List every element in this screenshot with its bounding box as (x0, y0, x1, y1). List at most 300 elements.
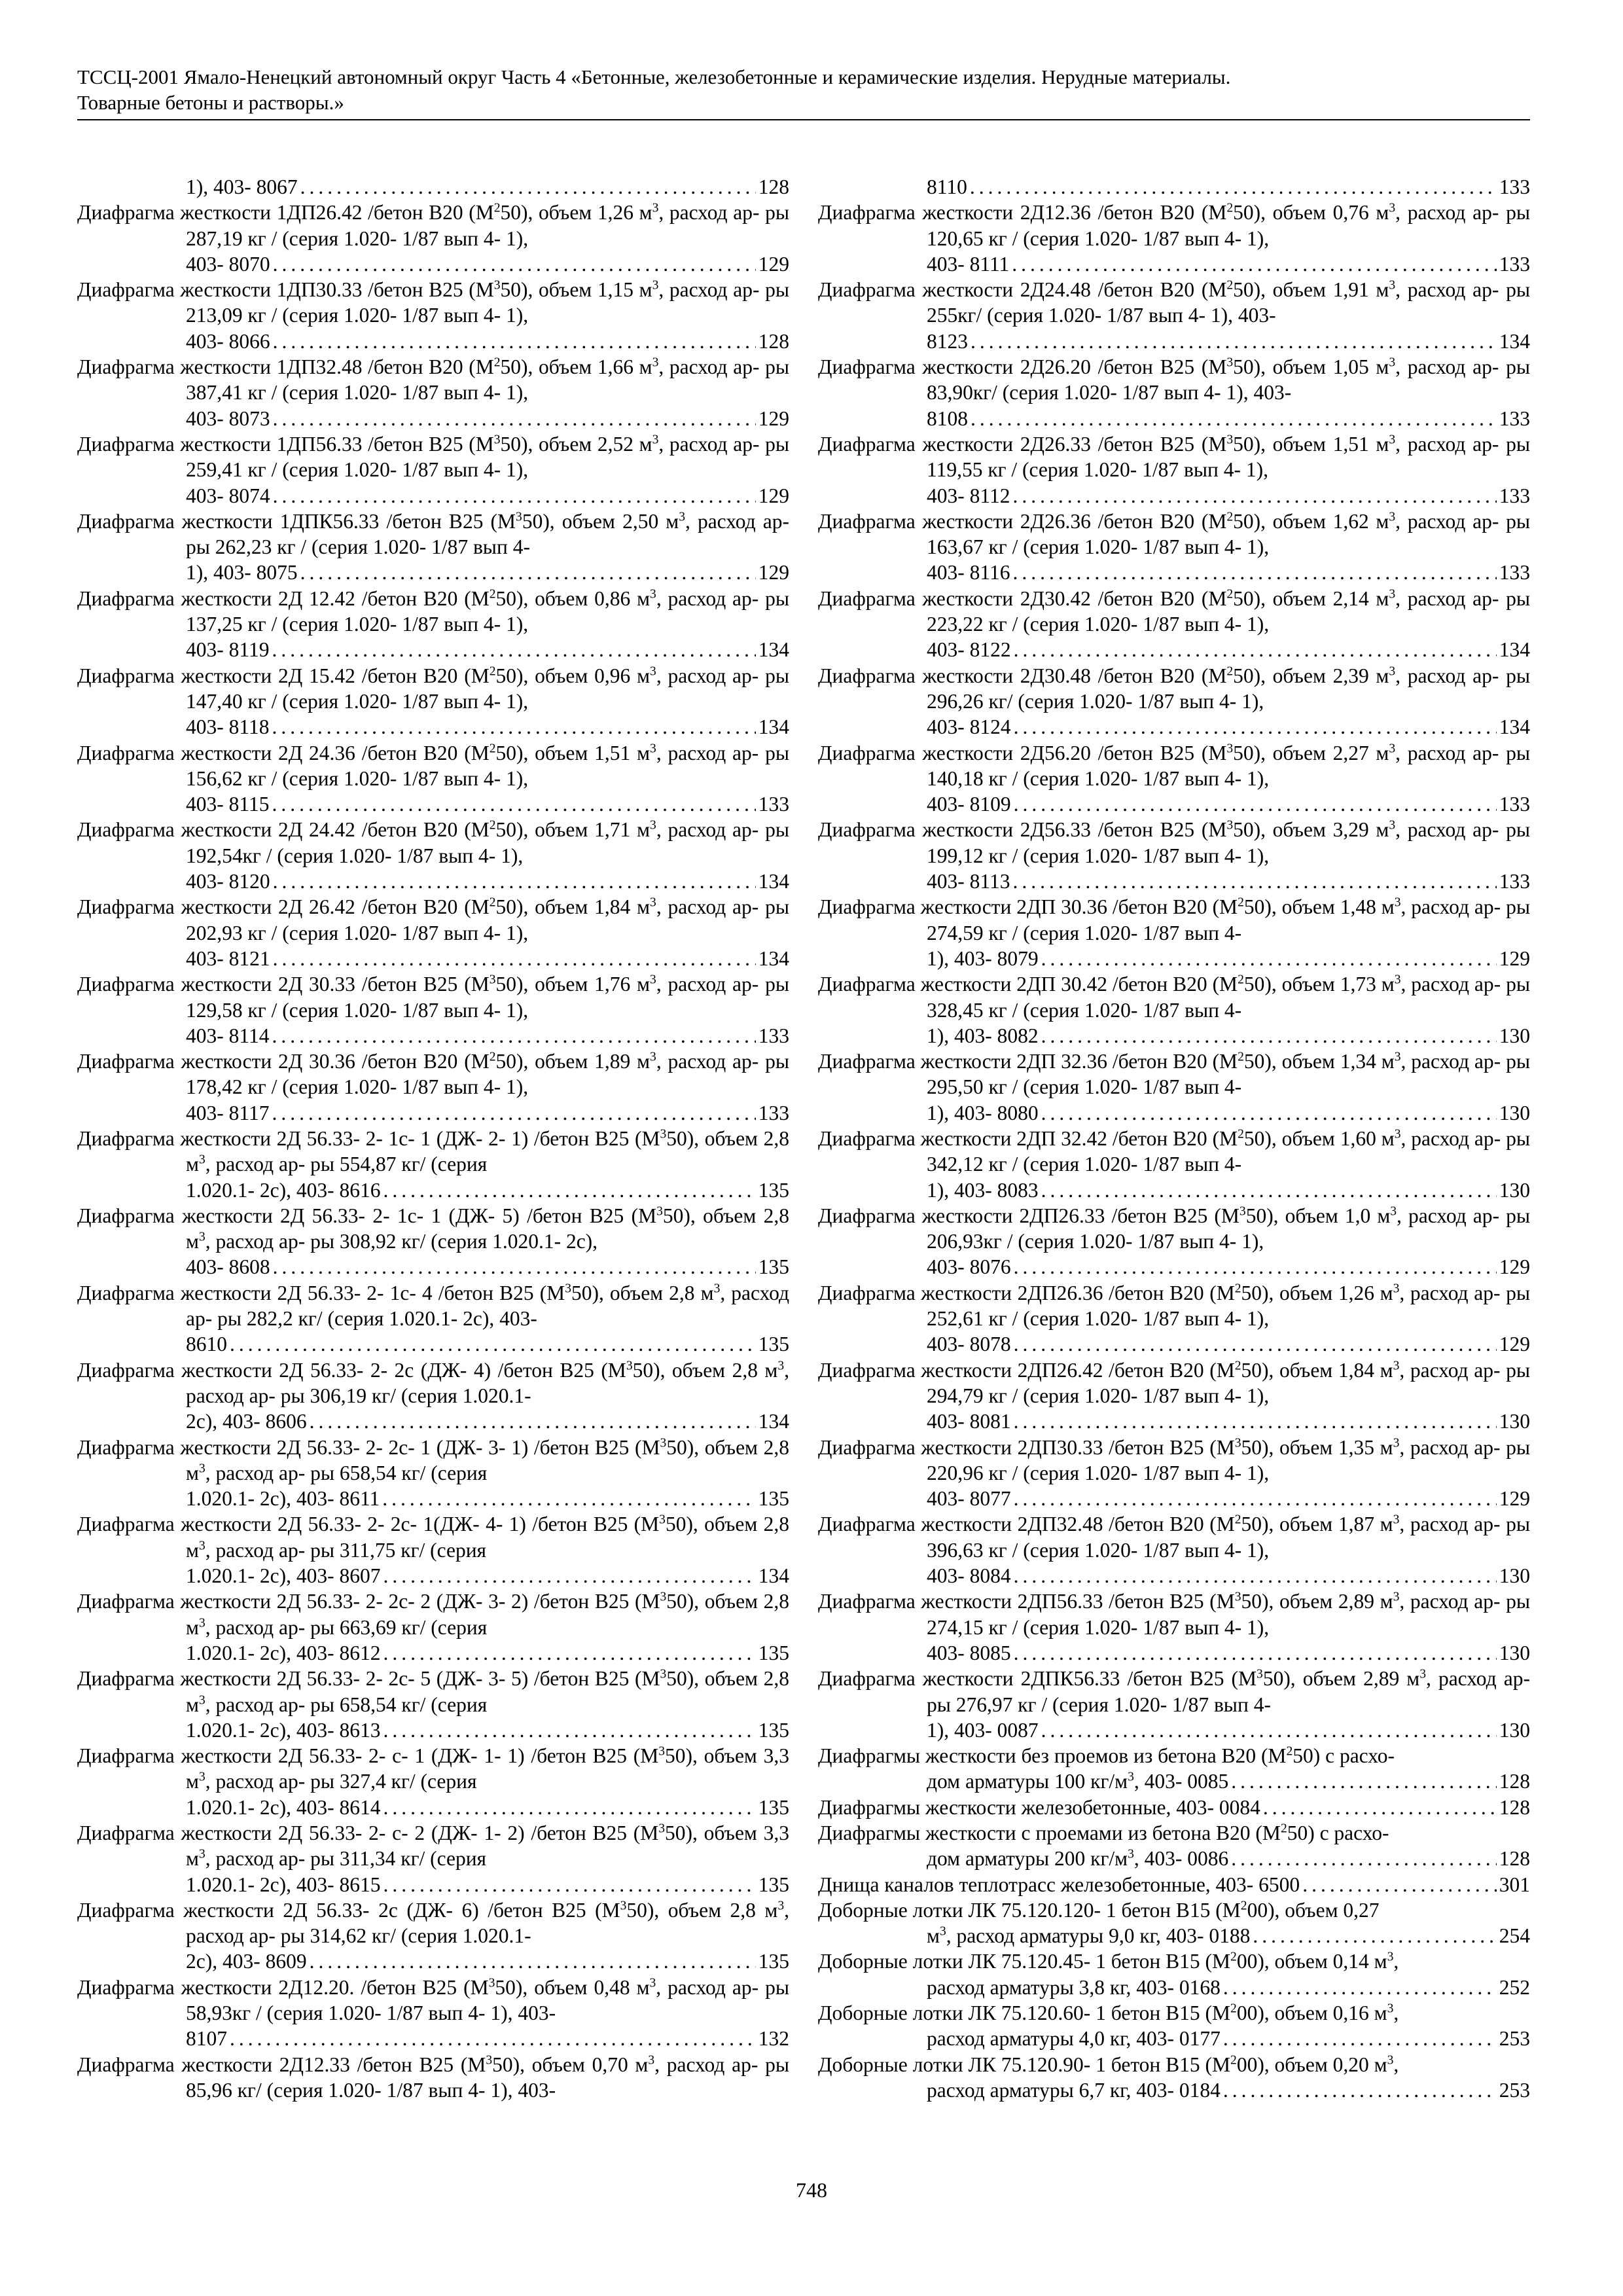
dot-leader (1231, 1768, 1497, 1794)
entry-leader-line (927, 1923, 1530, 1948)
entry-page-number: 133 (1499, 175, 1530, 198)
index-entry (77, 1203, 789, 1280)
dot-leader (383, 1795, 755, 1820)
entry-leader-line (927, 1408, 1530, 1434)
index-entry (818, 1820, 1530, 1872)
header-line-1: ТССЦ-2001 Ямало-Ненецкий автономный округ Часть 4 «Бетонные, железобетонные и керамические изделия. Нерудные материалы. (77, 65, 1231, 88)
dot-leader (1223, 1975, 1497, 2000)
index-entry (818, 509, 1530, 586)
entry-code: 403- 8114 (186, 1024, 270, 1047)
entry-page-number: 129 (758, 252, 789, 276)
entry-text: Доборные лотки ЛК 75.120.60- 1 бетон В15 $(М^200)$, объем 0,16 $м^3$, (818, 2001, 1399, 2025)
entry-text: Диафрагма жесткости 1ДП30.33 /бетон В25 $(М^350)$, объем 1,15 $м^3$, расход ар- ры 213,09 кг / (серия 1.020- 1/87 вып 4- 1), (77, 278, 789, 327)
entry-leader-line (186, 1023, 789, 1049)
dot-leader (300, 174, 756, 200)
entry-code: 1), 403- 0087 (927, 1718, 1039, 1742)
entry-text: Диафрагма жесткости 2ДПК56.33 /бетон В25 $(М^350)$, объем 2,89 $м^3$, расход ар- ры 276,97 кг / (серия 1.020- 1/87 вып 4- (818, 1667, 1530, 1716)
entry-page-number: 134 (758, 1410, 789, 1433)
index-entry (77, 1975, 789, 2052)
entry-code: 403- 8115 (186, 793, 270, 816)
entry-code: 1.020.1- 2с), 403- 8614 (186, 1795, 381, 1819)
dot-leader (1231, 1846, 1497, 1871)
dot-leader (1014, 637, 1497, 662)
index-entry (818, 1357, 1530, 1435)
dot-leader (383, 1717, 755, 1743)
entry-code: 1), 403- 8067 (186, 175, 298, 198)
index-entry (818, 1743, 1530, 1795)
index-entry (77, 1820, 789, 1897)
entry-code: 8123 (927, 329, 968, 353)
entry-page-number: 133 (758, 1024, 789, 1047)
entry-code: дом арматуры 200 $кг/м^3$, 403- 0086 (927, 1847, 1229, 1871)
entry-page-number: 133 (1499, 484, 1530, 507)
dot-leader (1263, 1795, 1497, 1820)
index-entry (818, 894, 1530, 971)
dot-leader (1012, 869, 1496, 894)
entry-text: Диафрагма жесткости 2Д 30.33 /бетон В25 $(М^350)$, объем 1,76 $м^3$, расход ар- ры 129,58 кг / (серия 1.020- 1/87 вып 4- 1), (77, 973, 789, 1022)
entry-text: Доборные лотки ЛК 75.120.120- 1 бетон В15 $(М^200)$, объем 0,27 (818, 1898, 1380, 1922)
entry-text: Диафрагма жесткости 2Д 56.33- 2- 2с- 5 (ДЖ- 3- 5) /бетон В25 $(М^350)$, объем 2,8 $м^3$, расход ар- ры 658,54 кг/ (серия (77, 1667, 790, 1716)
index-entry (77, 1666, 789, 1743)
index-entry (77, 277, 789, 354)
entry-code: 403- 8085 (927, 1641, 1011, 1664)
entry-text: Диафрагма жесткости 2ДП32.48 /бетон В20 $(М^250)$, объем 1,87 $м^3$, расход ар- ры 396,63 кг / (серия 1.020- 1/87 вып 4- 1), (818, 1513, 1530, 1562)
entry-leader-line (927, 1768, 1530, 1794)
entry-page-number: 130 (1499, 1564, 1530, 1588)
entry-text: Диафрагма жесткости 2Д30.48 /бетон В20 $(М^250)$, объем 2,39 $м^3$, расход ар- ры 296,26 кг/ (серия 1.020- 1/87 вып 4- 1), (818, 664, 1530, 713)
entry-text: Диафрагма жесткости 2Д 56.33- 2- 1с- 1 (ДЖ- 2- 1) /бетон В25 $(М^350)$, объем 2,8 $м^3$, расход ар- ры 554,87 кг/ (серия (77, 1126, 790, 1176)
index-column-right (818, 174, 1530, 2103)
entry-text: Диафрагма жесткости 2Д56.20 /бетон В25 $(М^350)$, объем 2,27 $м^3$, расход ар- ры 140,18 кг / (серия 1.020- 1/87 вып 4- 1), (818, 741, 1530, 790)
entry-page-number: 130 (1499, 1178, 1530, 1202)
dot-leader (1014, 791, 1497, 817)
entry-text: Диафрагма жесткости 1ДП32.48 /бетон В20 $(М^250)$, объем 1,66 $м^3$, расход ар- ры 387,41 кг / (серия 1.020- 1/87 вып 4- 1), (77, 355, 789, 404)
index-entry (818, 2000, 1530, 2052)
entry-code: 403- 8116 (927, 561, 1010, 584)
entry-leader-line (186, 1872, 789, 1897)
entry-page-number: 134 (1499, 715, 1530, 739)
entry-leader-line (927, 714, 1530, 740)
index-entry (77, 1588, 789, 1666)
index-entry (77, 1897, 789, 1975)
index-entry (77, 1049, 789, 1126)
entry-text: Диафрагма жесткости 2Д26.36 /бетон В20 $(М^250)$, объем 1,62 $м^3$, расход ар- ры 163,67 кг / (серия 1.020- 1/87 вып 4- 1), (818, 509, 1530, 559)
dot-leader (272, 1023, 755, 1049)
entry-leader-line (186, 483, 789, 509)
entry-code: 1), 403- 8082 (927, 1024, 1039, 1047)
dot-leader (1041, 1717, 1497, 1743)
dot-leader (970, 174, 1497, 200)
entry-code: 8110 (927, 175, 967, 198)
entry-page-number: 134 (758, 1564, 789, 1588)
entry-code: 1.020.1- 2с), 403- 8611 (186, 1487, 380, 1511)
dot-leader (1041, 1100, 1497, 1126)
entry-leader-line (818, 1872, 1530, 1897)
entry-code: 1.020.1- 2с), 403- 8613 (186, 1718, 381, 1742)
index-entry (77, 2052, 789, 2104)
dot-leader (383, 1563, 755, 1588)
entry-code: 403- 8066 (186, 329, 270, 353)
entry-page-number: 135 (758, 1178, 789, 1202)
header-rule (77, 119, 1530, 120)
entry-leader-line (186, 1408, 789, 1434)
entry-text: Диафрагмы жесткости с проемами из бетона В20 $(М^250)$ с расхо- (818, 1821, 1389, 1844)
entry-leader-line (186, 791, 789, 817)
entry-page-number: 135 (758, 1795, 789, 1819)
entry-code: 403- 8119 (186, 638, 270, 662)
entry-page-number: 252 (1499, 1975, 1530, 1999)
entry-leader-line (186, 1254, 789, 1280)
index-entry (77, 894, 789, 971)
dot-leader (1014, 714, 1497, 740)
entry-text: Диафрагма жесткости 2Д 56.33- 2- 2с (ДЖ- 4) /бетон В25 $(М^350)$, объем 2,8 $м^3$, расход ар- ры 306,19 кг/ (серия 1.020.1- (77, 1358, 789, 1407)
entry-code: 403- 8081 (927, 1410, 1011, 1433)
index-entry (818, 431, 1530, 509)
index-entry (818, 354, 1530, 431)
index-entry (77, 200, 789, 277)
index-entry (818, 586, 1530, 663)
dot-leader (1014, 1640, 1497, 1666)
entry-page-number: 134 (758, 715, 789, 739)
dot-leader (230, 2026, 756, 2051)
dot-leader (971, 406, 1497, 431)
index-entry (818, 1666, 1530, 1743)
dot-leader (1223, 2077, 1497, 2103)
dot-leader (1041, 946, 1497, 971)
running-header (77, 64, 1530, 115)
entry-page-number: 129 (758, 406, 789, 430)
entry-text: Диафрагма жесткости 2Д56.33 /бетон В25 $(М^350)$, объем 3,29 $м^3$, расход ар- ры 199,12 кг / (серия 1.020- 1/87 вып 4- 1), (818, 818, 1530, 867)
entry-page-number: 135 (758, 1255, 789, 1279)
index-entry (77, 1743, 789, 1820)
entry-leader-line (186, 560, 789, 585)
entry-code: 8108 (927, 406, 968, 430)
entry-text: Диафрагма жесткости 2ДП26.33 /бетон В25 $(М^350)$, объем 1,0 $м^3$, расход ар- ры 206,93кг / (серия 1.020- 1/87 вып 4- 1), (818, 1204, 1530, 1253)
entry-text: Доборные лотки ЛК 75.120.90- 1 бетон В15 $(М^200)$, объем 0,20 $м^3$, (818, 2053, 1399, 2076)
entry-page-number: 128 (758, 329, 789, 353)
dot-leader (1223, 2026, 1497, 2051)
entry-text: Доборные лотки ЛК 75.120.45- 1 бетон В15 $(М^200)$, объем 0,14 $м^3$, (818, 1950, 1399, 1973)
index-entry (77, 509, 789, 586)
entry-page-number: 134 (758, 870, 789, 893)
entry-code: 1.020.1- 2с), 403- 8612 (186, 1641, 381, 1664)
entry-page-number: 133 (1499, 561, 1530, 584)
entry-code: 403- 8077 (927, 1487, 1011, 1511)
entry-leader-line (927, 1254, 1530, 1280)
entry-leader-line (186, 251, 789, 277)
dot-leader (382, 1486, 755, 1511)
entry-page-number: 253 (1499, 2027, 1530, 2051)
entry-code: 403- 8124 (927, 715, 1011, 739)
entry-code: 403- 8078 (927, 1333, 1011, 1356)
entry-text: Диафрагма жесткости 2Д24.48 /бетон В20 $(М^250)$, объем 1,91 $м^3$, расход ар- ры 255кг/ (серия 1.020- 1/87 вып 4- 1), 403- (818, 278, 1530, 327)
entry-leader-line (927, 946, 1530, 971)
entry-page-number: 133 (1499, 870, 1530, 893)
entry-leader-line (186, 714, 789, 740)
dot-leader (1012, 483, 1496, 509)
dot-leader (383, 1872, 755, 1897)
entry-code: Диафрагмы жесткости железобетонные, 403- 0084 (818, 1795, 1260, 1819)
entry-text: Диафрагма жесткости 2ДП56.33 /бетон В25 $(М^350)$, объем 2,89 $м^3$, расход ар- ры 274,15 кг / (серия 1.020- 1/87 вып 4- 1), (818, 1590, 1530, 1639)
entry-code: 403- 8122 (927, 638, 1011, 662)
entry-leader-line (186, 637, 789, 662)
dot-leader (273, 946, 756, 971)
dot-leader (230, 1331, 756, 1357)
entry-leader-line (186, 1948, 789, 1974)
entry-text: Диафрагма жесткости 2Д12.33 /бетон В25 $(М^350)$, объем 0,70 $м^3$, расход ар- ры 85,96 кг/ (серия 1.020- 1/87 вып 4- 1), 403- (77, 2053, 789, 2102)
entry-text: Диафрагма жесткости 2Д 56.33- 2- 1с- 1 (ДЖ- 5) /бетон В25 $(М^350)$, объем 2,8 $м^3$, расход ар- ры 308,92 кг/ (серия 1.020.1- 2с), (77, 1204, 789, 1253)
entry-page-number: 135 (758, 1718, 789, 1742)
entry-page-number: 128 (1499, 1770, 1530, 1793)
entry-code: 403- 8117 (186, 1101, 270, 1124)
entry-code: 1.020.1- 2с), 403- 8607 (186, 1564, 381, 1588)
entry-leader-line (927, 174, 1530, 200)
entry-text: Диафрагма жесткости 2Д 56.33- 2с (ДЖ- 6) /бетон В25 $(М^350)$, объем 2,8 $м^3$, расход ар- ры 314,62 кг/ (серия 1.020.1- (77, 1898, 789, 1948)
entry-leader-line (186, 1640, 789, 1666)
entry-leader-line (927, 1563, 1530, 1588)
index-column-left (77, 174, 789, 2103)
entry-code: 1), 403- 8083 (927, 1178, 1039, 1202)
entry-text: Диафрагма жесткости 2Д 15.42 /бетон В20 $(М^250)$, объем 0,96 $м^3$, расход ар- ры 147,40 кг / (серия 1.020- 1/87 вып 4- 1), (77, 664, 789, 713)
dot-leader (272, 714, 755, 740)
dot-leader (1014, 1563, 1497, 1588)
index-entry (818, 200, 1530, 277)
entry-text: Диафрагма жесткости 2Д26.33 /бетон В25 $(М^350)$, объем 1,51 $м^3$, расход ар- ры 119,55 кг / (серия 1.020- 1/87 вып 4- 1), (818, 432, 1530, 482)
dot-leader (1014, 1486, 1497, 1511)
dot-leader (300, 560, 756, 585)
page-number: 748 (796, 2178, 827, 2202)
entry-code: 8107 (186, 2027, 227, 2051)
entry-leader-line (927, 1846, 1530, 1871)
entry-leader-line (927, 1331, 1530, 1357)
entry-page-number: 133 (1499, 793, 1530, 816)
entry-page-number: 129 (758, 561, 789, 584)
entry-text: Диафрагма жесткости 2Д 56.33- 2- 2с- 2 (ДЖ- 3- 2) /бетон В25 $(М^350)$, объем 2,8 $м^3$, расход ар- ры 663,69 кг/ (серия (77, 1590, 790, 1639)
entry-page-number: 130 (1499, 1641, 1530, 1664)
index-entry (77, 1280, 789, 1357)
dot-leader (272, 637, 755, 662)
entry-page-number: 134 (1499, 329, 1530, 353)
entry-page-number: 129 (1499, 1255, 1530, 1279)
entry-text: Диафрагма жесткости 2Д 56.33- 2- 1с- 4 /бетон В25 $(М^350)$, объем 2,8 $м^3$, расход ар- ры 282,2 кг/ (серия 1.020.1- 2с), 403- (77, 1281, 790, 1331)
entry-page-number: 129 (1499, 1487, 1530, 1511)
entry-text: Диафрагма жесткости 2ДП26.36 /бетон В20 $(М^250)$, объем 1,26 $м^3$, расход ар- ры 252,61 кг / (серия 1.020- 1/87 вып 4- 1), (818, 1281, 1530, 1331)
dot-leader (1014, 1408, 1497, 1434)
entry-code: 403- 8070 (186, 252, 270, 276)
index-entry (818, 817, 1530, 894)
entry-page-number: 132 (758, 2027, 789, 2051)
entry-page-number: 128 (1499, 1795, 1530, 1819)
entry-text: Диафрагма жесткости 1ДП26.42 /бетон В20 $(М^250)$, объем 1,26 $м^3$, расход ар- ры 287,19 кг / (серия 1.020- 1/87 вып 4- 1), (77, 201, 789, 250)
entry-text: Диафрагма жесткости 1ДПК56.33 /бетон В25 $(М^350)$, объем 2,50 $м^3$, расход ар- ры 262,23 кг / (серия 1.020- 1/87 вып 4- (77, 509, 789, 559)
entry-leader-line (186, 946, 789, 971)
dot-leader (1012, 251, 1496, 277)
entry-text: Диафрагма жесткости 2ДП 32.36 /бетон В20 $(М^250)$, объем 1,34 $м^3$, расход ар- ры 295,50 кг / (серия 1.020- 1/87 вып 4- (818, 1050, 1530, 1099)
index-entry (818, 1588, 1530, 1666)
index-entry (77, 1357, 789, 1435)
entry-leader-line (927, 869, 1530, 894)
entry-code: 1), 403- 8080 (927, 1101, 1039, 1124)
entry-text: Диафрагма жесткости 2ДП 30.42 /бетон В20 $(М^250)$, объем 1,73 $м^3$, расход ар- ры 328,45 кг / (серия 1.020- 1/87 вып 4- (818, 973, 1530, 1022)
entry-leader-line (927, 791, 1530, 817)
entry-text: Диафрагма жесткости 2ДП26.42 /бетон В20 $(М^250)$, объем 1,84 $м^3$, расход ар- ры 294,79 кг / (серия 1.020- 1/87 вып 4- 1), (818, 1358, 1530, 1407)
dot-leader (1014, 1254, 1497, 1280)
entry-text: Диафрагма жесткости 2Д12.20. /бетон В25 $(М^350)$, объем 0,48 $м^3$, расход ар- ры 58,93кг / (серия 1.020- 1/87 вып 4- 1), 403- (77, 1975, 789, 2025)
entry-code: расход арматуры 4,0 кг, 403- 0177 (927, 2027, 1221, 2051)
index-entry (818, 971, 1530, 1049)
entry-page-number: 130 (1499, 1101, 1530, 1124)
dot-leader (383, 1640, 755, 1666)
entry-code: 403- 8076 (927, 1255, 1011, 1279)
entry-page-number: 135 (758, 1873, 789, 1896)
index-entry (818, 1126, 1530, 1203)
entry-leader-line (927, 2077, 1530, 2103)
entry-leader-line (927, 1177, 1530, 1203)
index-entry (818, 663, 1530, 740)
entry-leader-line (186, 406, 789, 431)
entry-code: дом арматуры 100 $кг/м^3$, 403- 0085 (927, 1770, 1229, 1793)
entry-code: $м^3$, расход арматуры 9,0 кг, 403- 0188 (927, 1924, 1251, 1948)
entry-text: Диафрагма жесткости 2ДП30.33 /бетон В25 $(М^350)$, объем 1,35 $м^3$, расход ар- ры 220,96 кг / (серия 1.020- 1/87 вып 4- 1), (818, 1435, 1530, 1484)
entry-page-number: 133 (1499, 406, 1530, 430)
index-entry (818, 1280, 1530, 1357)
dot-leader (310, 1948, 756, 1974)
entry-code: 403- 8120 (186, 870, 270, 893)
dot-leader (1014, 1331, 1497, 1357)
entry-code: 1.020.1- 2с), 403- 8615 (186, 1873, 381, 1896)
entry-code: 1), 403- 8079 (927, 946, 1039, 970)
entry-page-number: 135 (758, 1333, 789, 1356)
dot-leader (1041, 1023, 1497, 1049)
entry-text: Диафрагма жесткости 2Д 26.42 /бетон В20 $(М^250)$, объем 1,84 $м^3$, расход ар- ры 202,93 кг / (серия 1.020- 1/87 вып 4- 1), (77, 895, 789, 944)
entry-code: 1), 403- 8075 (186, 561, 298, 584)
entry-leader-line (927, 1023, 1530, 1049)
entry-code: 2с), 403- 8609 (186, 1950, 307, 1973)
entry-leader-line (927, 1100, 1530, 1126)
dot-leader (971, 329, 1497, 354)
entry-leader-line (927, 329, 1530, 354)
index-entry (77, 1126, 789, 1203)
index-entry (77, 663, 789, 740)
entry-page-number: 253 (1499, 2078, 1530, 2102)
entry-leader-line (186, 1177, 789, 1203)
dot-leader (273, 1254, 756, 1280)
entry-leader-line (186, 1795, 789, 1820)
index-entry (77, 740, 789, 817)
entry-code: 8610 (186, 1333, 227, 1356)
index-entry (77, 1511, 789, 1588)
entry-page-number: 129 (1499, 946, 1530, 970)
entry-page-number: 129 (1499, 1333, 1530, 1356)
index-entry (77, 354, 789, 431)
dot-leader (1012, 560, 1496, 585)
index-entry (818, 1511, 1530, 1588)
entry-leader-line (927, 1640, 1530, 1666)
index-entry (77, 1435, 789, 1512)
dot-leader (273, 869, 756, 894)
dot-leader (273, 406, 756, 431)
entry-text: Диафрагма жесткости 2Д 30.36 /бетон В20 $(М^250)$, объем 1,89 $м^3$, расход ар- ры 178,42 кг / (серия 1.020- 1/87 вып 4- 1), (77, 1050, 789, 1099)
entry-page-number: 133 (758, 1101, 789, 1124)
entry-text: Диафрагма жесткости 1ДП56.33 /бетон В25 $(М^350)$, объем 2,52 $м^3$, расход ар- ры 259,41 кг / (серия 1.020- 1/87 вып 4- 1), (77, 432, 789, 482)
entry-code: 403- 8111 (927, 252, 1010, 276)
index-entry (818, 277, 1530, 354)
dot-leader (1302, 1872, 1497, 1897)
entry-text: Диафрагмы жесткости без проемов из бетона В20 $(М^250)$ с расхо- (818, 1744, 1395, 1768)
index-entry (77, 971, 789, 1049)
entry-leader-line (927, 483, 1530, 509)
index-entry (818, 1897, 1530, 1949)
entry-leader-line (186, 1486, 789, 1511)
entry-page-number: 130 (1499, 1718, 1530, 1742)
dot-leader (273, 251, 756, 277)
index-entry (77, 431, 789, 509)
entry-leader-line (927, 637, 1530, 662)
entry-page-number: 133 (1499, 252, 1530, 276)
index-entry (77, 586, 789, 663)
entry-page-number: 134 (758, 946, 789, 970)
entry-page-number: 130 (1499, 1410, 1530, 1433)
dot-leader (273, 483, 756, 509)
index-entry (818, 1872, 1530, 1897)
header-line-2: Товарные бетоны и растворы.» (77, 91, 344, 114)
entry-page-number: 128 (758, 175, 789, 198)
index-entry (818, 740, 1530, 817)
entry-text: Диафрагма жесткости 2ДП 30.36 /бетон В20 $(М^250)$, объем 1,48 $м^3$, расход ар- ры 274,59 кг / (серия 1.020- 1/87 вып 4- (818, 895, 1530, 944)
entry-page-number: 130 (1499, 1024, 1530, 1047)
index-entry (77, 174, 789, 200)
entry-page-number: 134 (1499, 638, 1530, 662)
entry-code: 403- 8112 (927, 484, 1010, 507)
entry-text: Диафрагма жесткости 2Д 56.33- 2- с- 1 (ДЖ- 1- 1) /бетон В25 $(М^350)$, объем 3,3 $м^3$, расход ар- ры 327,4 кг/ (серия (77, 1744, 790, 1793)
dot-leader (272, 791, 755, 817)
entry-leader-line (927, 1486, 1530, 1511)
entry-leader-line (927, 1975, 1530, 2000)
entry-text: Диафрагма жесткости 2ДП 32.42 /бетон В20 $(М^250)$, объем 1,60 $м^3$, расход ар- ры 342,12 кг / (серия 1.020- 1/87 вып 4- (818, 1126, 1530, 1176)
index-entry (818, 1203, 1530, 1280)
entry-leader-line (186, 1563, 789, 1588)
entry-code: 2с), 403- 8606 (186, 1410, 307, 1433)
entry-code: 403- 8074 (186, 484, 270, 507)
entry-leader-line (818, 1795, 1530, 1820)
dot-leader (1253, 1923, 1496, 1948)
entry-leader-line (186, 1717, 789, 1743)
dot-leader (273, 329, 756, 354)
entry-leader-line (927, 2026, 1530, 2051)
entry-leader-line (927, 560, 1530, 585)
entry-code: 403- 8121 (186, 946, 270, 970)
entry-code: 403- 8113 (927, 870, 1010, 893)
entry-text: Диафрагма жесткости 2Д 24.42 /бетон В20 $(М^250)$, объем 1,71 $м^3$, расход ар- ры 192,54кг / (серия 1.020- 1/87 вып 4- 1), (77, 818, 789, 867)
dot-leader (383, 1177, 755, 1203)
index-entry (818, 1049, 1530, 1126)
dot-leader (272, 1100, 755, 1126)
entry-leader-line (186, 2026, 789, 2051)
entry-text: Диафрагма жесткости 2Д 56.33- 2- 2с- 1(ДЖ- 4- 1) /бетон В25 $(М^350)$, объем 2,8 $м^3$, расход ар- ры 311,75 кг/ (серия (77, 1513, 790, 1562)
entry-page-number: 301 (1499, 1873, 1530, 1896)
entry-text: Диафрагма жесткости 2Д 24.36 /бетон В20 $(М^250)$, объем 1,51 $м^3$, расход ар- ры 156,62 кг / (серия 1.020- 1/87 вып 4- 1), (77, 741, 789, 790)
entry-page-number: 128 (1499, 1847, 1530, 1871)
entry-code: 403- 8073 (186, 406, 270, 430)
entry-text: Диафрагма жесткости 2Д 56.33- 2- с- 2 (ДЖ- 1- 2) /бетон В25 $(М^350)$, объем 3,3 $м^3$, расход ар- ры 311,34 кг/ (серия (77, 1821, 790, 1871)
entry-leader-line (927, 406, 1530, 431)
index-entry (818, 1948, 1530, 2000)
dot-leader (1041, 1177, 1497, 1203)
entry-code: 1.020.1- 2с), 403- 8616 (186, 1178, 381, 1202)
index-entry (818, 174, 1530, 200)
entry-code: 403- 8109 (927, 793, 1011, 816)
entry-code: Днища каналов теплотрасс железобетонные, 403- 6500 (818, 1873, 1300, 1896)
